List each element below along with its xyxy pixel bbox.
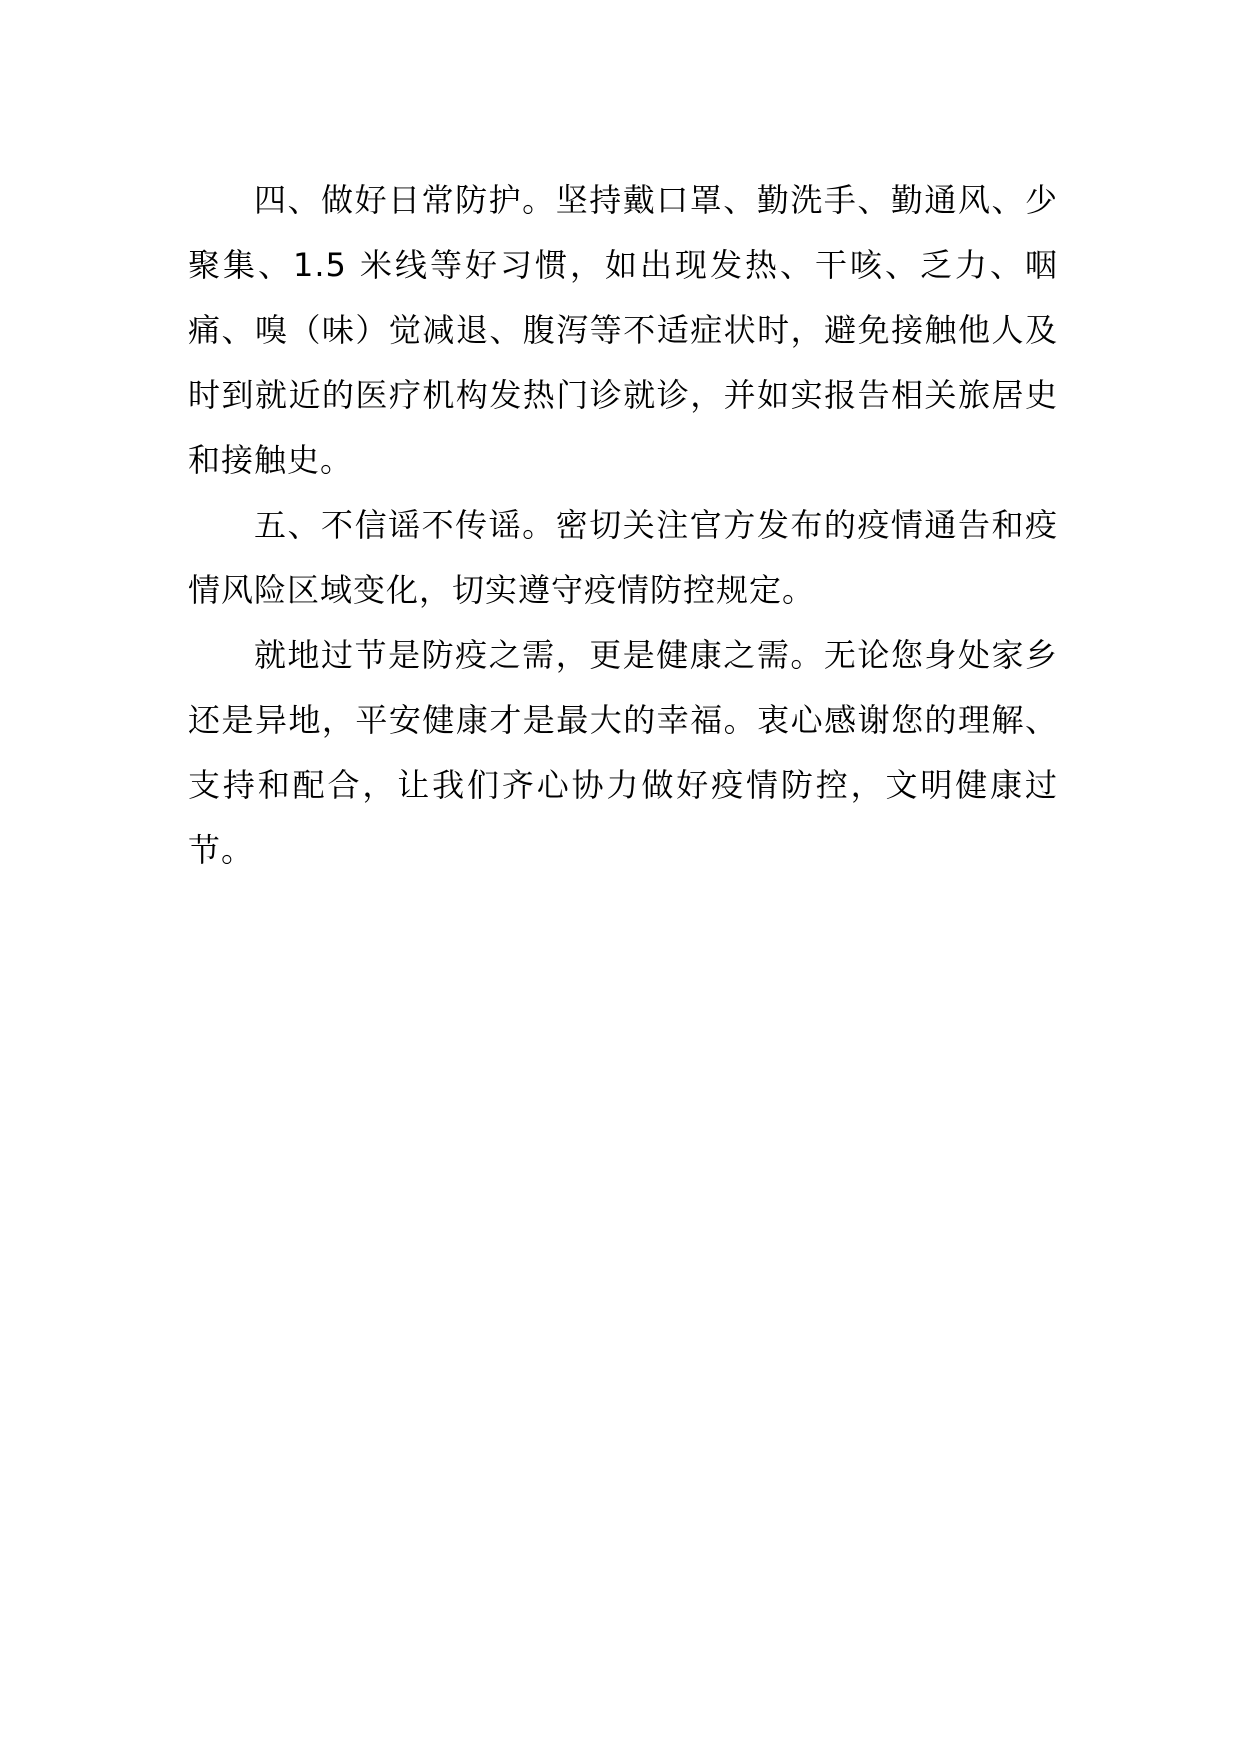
paragraph-no-rumors: 五、不信谣不传谣。密切关注官方发布的疫情通告和疫情风险区域变化，切实遵守疫情防控规定。 xyxy=(188,506,1058,609)
paragraph-daily-protection: 四、做好日常防护。坚持戴口罩、勤洗手、勤通风、少聚集、1.5 米线等好习惯，如出现发热、干咳、乏力、咽痛、嗅（味）觉减退、腹泻等不适症状时，避免接触他人及时到就近的医疗机构发热门诊就诊，并如实报告相关旅居史和接触史。 xyxy=(188,181,1058,479)
paragraph-closing: 就地过节是防疫之需，更是健康之需。无论您身处家乡还是异地，平安健康才是最大的幸福。衷心感谢您的理解、支持和配合，让我们齐心协力做好疫情防控，文明健康过节。 xyxy=(188,636,1058,869)
document-body xyxy=(188,168,1058,883)
